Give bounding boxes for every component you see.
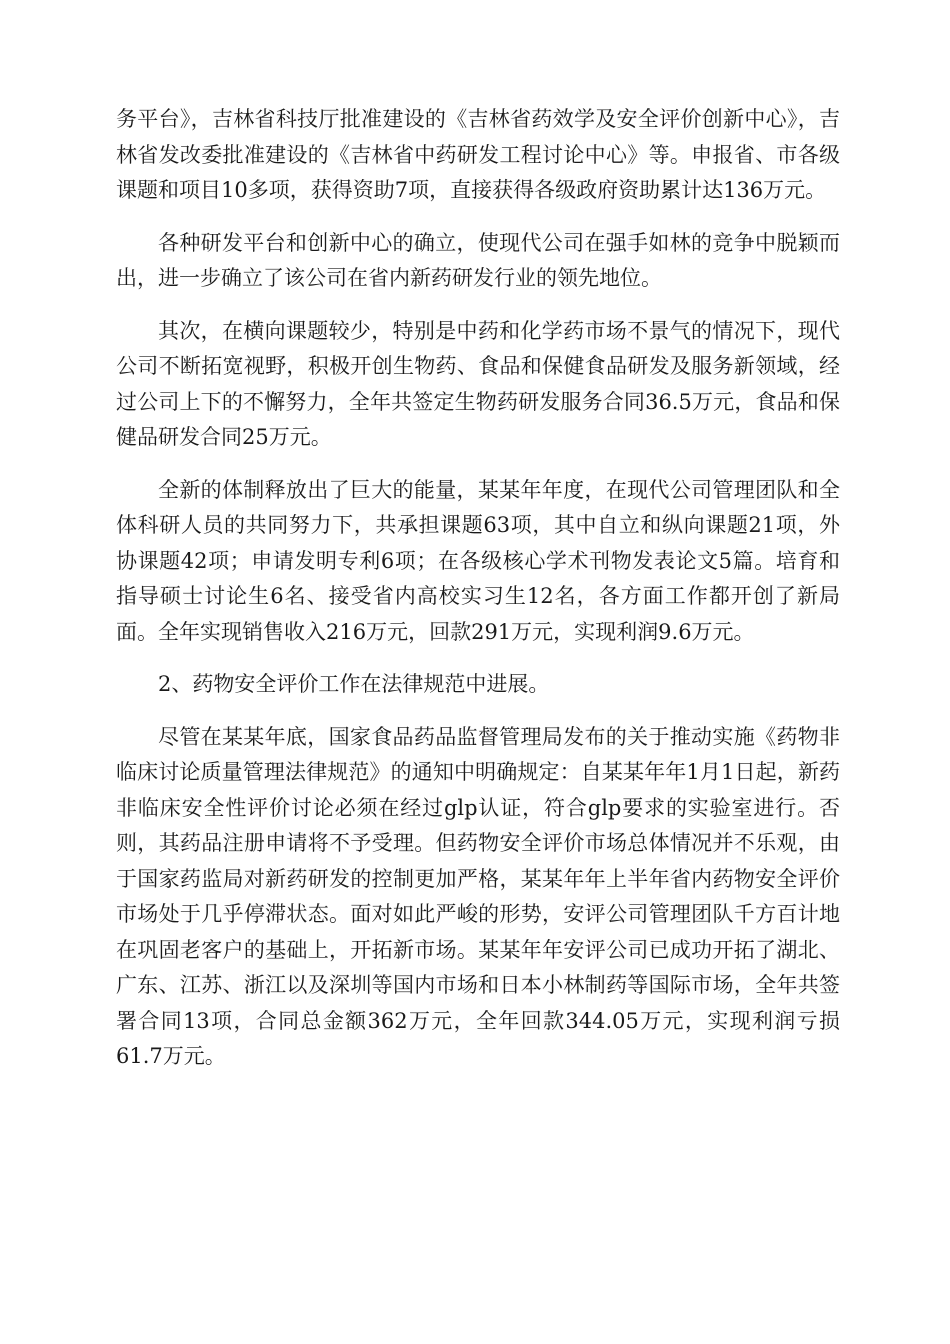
paragraph-safety-evaluation: 尽管在某某年底，国家食品药品监督管理局发布的关于推动实施《药物非临床讨论质量管理法律规范》的通知中明确规定：自某某年年1月1日起，新药非临床安全性评价讨论必须在经过glp认证，符合glp要求的实验室进行。否则，其药品注册申请将不予受理。但药物安全评价市场总体情况并不乐观，由于国家药监局对新药研发的控制更加严格，某某年年上半年省内药物安全评价市场处于几乎停滞状态。面对如此严峻的形势，安评公司管理团队千方百计地在巩固老客户的基础上，开拓新市场。某某年年安评公司已成功开拓了湖北、广东、江苏、浙江以及深圳等国内市场和日本小林制药等国际市场，全年共签署合同13项，合同总金额362万元，全年回款344.05万元，实现利润亏损61.7万元。 bbox=[116, 724, 840, 1068]
paragraph-platforms: 各种研发平台和创新中心的确立，使现代公司在强手如林的竞争中脱颖而出，进一步确立了该公司在省内新药研发行业的领先地位。 bbox=[116, 230, 840, 290]
paragraph-continuation: 务平台》，吉林省科技厅批准建设的《吉林省药效学及安全评价创新中心》，吉林省发改委批准建设的《吉林省中药研发工程讨论中心》等。申报省、市各级课题和项目10多项，获得资助7项，直接获得各级政府资助累计达136万元。 bbox=[116, 107, 840, 202]
paragraph-second: 其次，在横向课题较少，特别是中药和化学药市场不景气的情况下，现代公司不断拓宽视野，积极开创生物药、食品和保健食品研发及服务新领域，经过公司上下的不懈努力，全年共签定生物药研发服务合同36.5万元，食品和保健品研发合同25万元。 bbox=[116, 318, 840, 449]
document-body bbox=[116, 102, 840, 1092]
section-heading-safety-evaluation: 2、药物安全评价工作在法律规范中进展。 bbox=[158, 672, 550, 696]
paragraph-new-system: 全新的体制释放出了巨大的能量，某某年年度，在现代公司管理团队和全体科研人员的共同努力下，共承担课题63项，其中自立和纵向课题21项，外协课题42项；申请发明专利6项；在各级核心学术刊物发表论文5篇。培育和指导硕士讨论生6名、接受省内高校实习生12名，各方面工作都开创了新局面。全年实现销售收入216万元，回款291万元，实现利润9.6万元。 bbox=[116, 477, 840, 644]
